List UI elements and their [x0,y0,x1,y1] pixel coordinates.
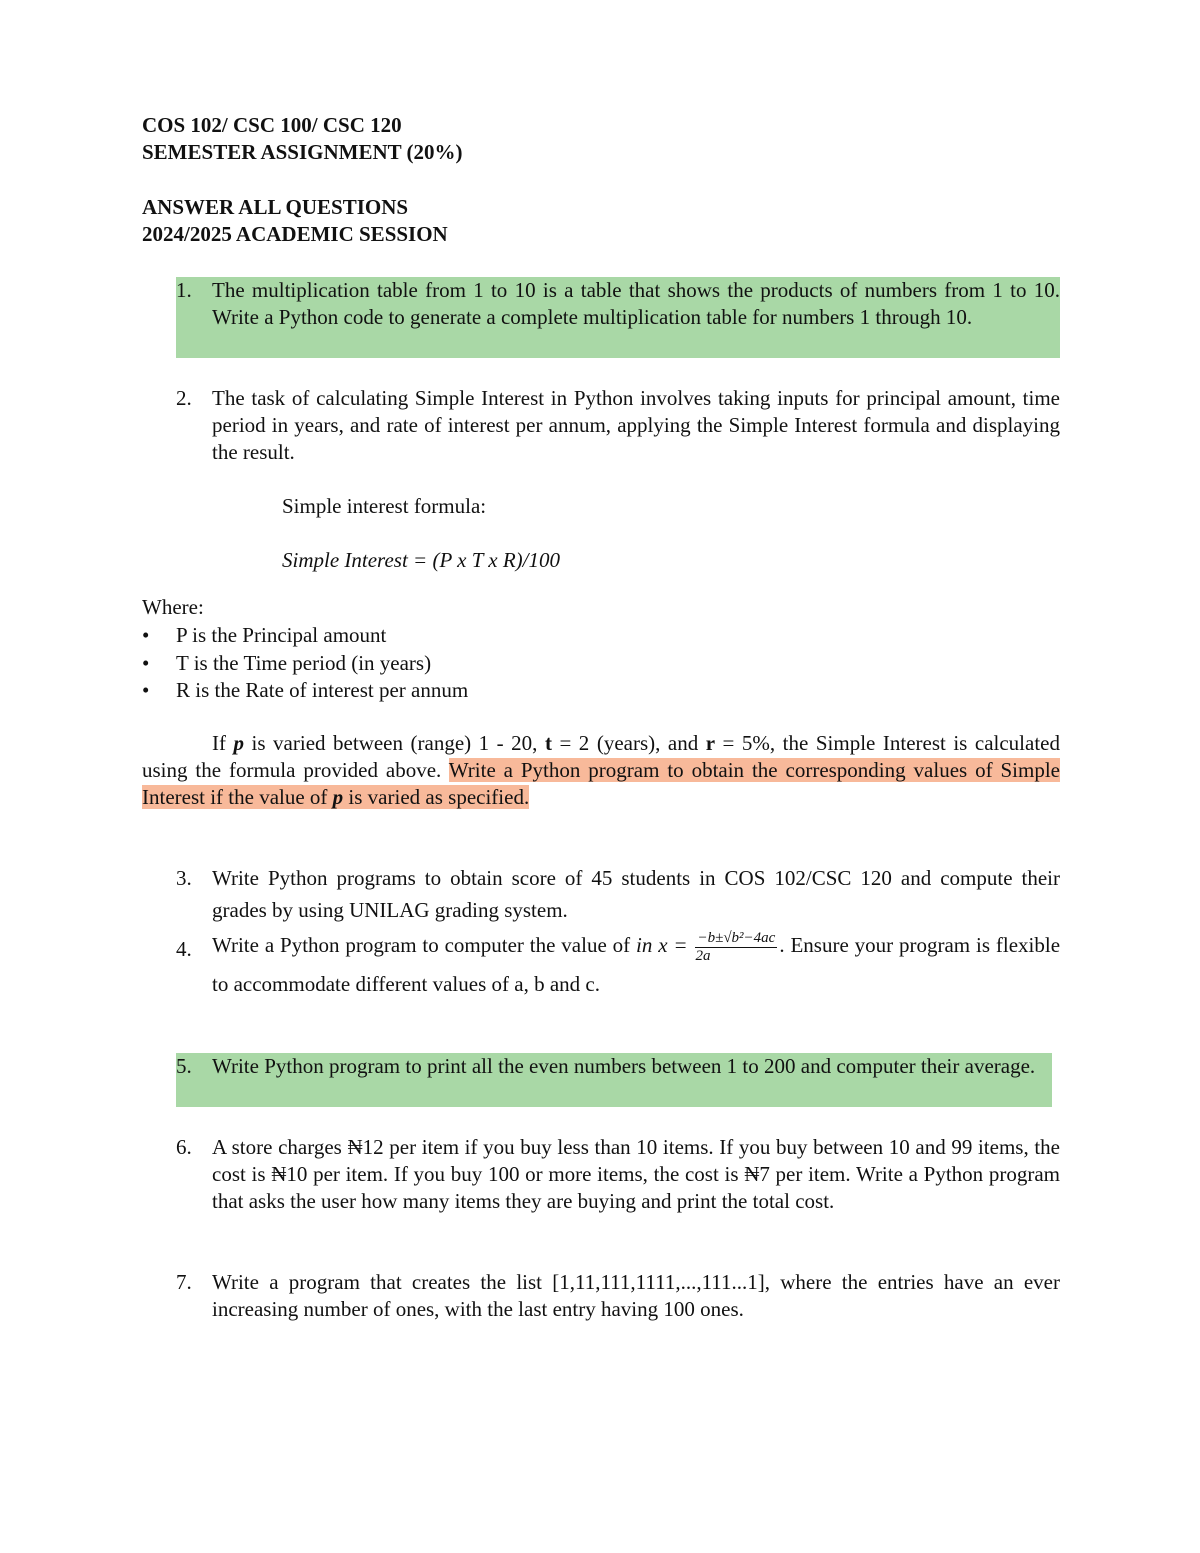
question-1 [176,277,1060,358]
question-number: 1. [176,278,192,302]
q2-highlighted-task: Write a Python program to obtain the corresponding values of Simple Interest if the value of p is varied as specified. [142,758,1060,809]
question-text: Write Python program to print all the even numbers between 1 to 200 and computer their average. [212,1054,1036,1078]
fraction-denominator: 2a [695,947,711,964]
question-text: A store charges ₦12 per item if you buy less than 10 items. If you buy between 10 and 99 items, the cost is ₦10 per item. If you buy 100 or more items, the cost is ₦7 per item. Write a Python program that asks the user how many items they are buying and print the total cost. [212,1135,1060,1213]
bullet-icon: • [142,623,150,647]
question-number: 7. [176,1270,192,1294]
question-number: 6. [176,1135,192,1159]
question-number: 3. [176,866,192,890]
assignment-title: SEMESTER ASSIGNMENT (20%) [142,140,463,164]
list-item: • P is the Principal amount [142,622,468,650]
simple-interest-formula: Simple Interest = (P x T x R)/100 [282,548,560,572]
question-number: 4. [176,937,192,961]
q2-task-paragraph: If p is varied between (range) 1 - 20, t = 2 (years), and r = 5%, the Simple Interest is calculated using the formula provided above. Write a Python program to obtain the corresponding values of Simple Interest if the value of p is varied as specified. [142,731,1060,809]
question-number: 2. [176,386,192,410]
bullet-icon: • [142,650,150,675]
list-item: • R is the Rate of interest per annum [142,677,468,705]
list-item: • T is the Time period (in years) [142,650,468,678]
instruction-heading: ANSWER ALL QUESTIONS [142,195,409,219]
x-equals: x = [658,933,688,957]
formula-label: Simple interest formula: [282,494,487,518]
document-header [142,112,463,248]
var-r: r [705,731,716,755]
quadratic-fraction [695,930,777,965]
question-number: 5. [176,1054,192,1078]
question-text: Write Python programs to obtain score of 45 students in COS 102/CSC 120 and compute their grades by using UNILAG grading system. [212,866,1060,922]
in-word: in [636,933,653,957]
bullet-icon: • [142,678,150,702]
question-text: Write a Python program to computer the value of in x = $\frac{\text{−b±√b²−4ac}}{2a}$ . Ensure your program is flexible to accommodate different values of a, b and c. [212,929,1061,996]
question-2 [176,385,1060,466]
session-heading: 2024/2025 ACADEMIC SESSION [142,222,448,246]
question-text: The multiplication table from 1 to 10 is a table that shows the products of numbers from 1 to 10. Write a Python code to generate a complete multiplication table for numbers 1 through 10. [212,278,1060,329]
question-text: Write a program that creates the list [1,11,111,1111,...,111...1], where the entries have an ever increasing number of ones, with the last entry having 100 ones. [212,1270,1060,1321]
where-label: Where: [142,595,204,619]
header-gap [142,166,463,194]
var-p: p [233,731,245,755]
fraction-numerator: −b±√b²−4ac [697,929,776,946]
variable-list [142,622,468,705]
question-text: The task of calculating Simple Interest in Python involves taking inputs for principal amount, time period in years, and rate of interest per annum, applying the Simple Interest formula and displaying the result. [212,386,1060,464]
course-codes: COS 102/ CSC 100/ CSC 120 [142,113,402,137]
var-t: t [544,731,552,755]
